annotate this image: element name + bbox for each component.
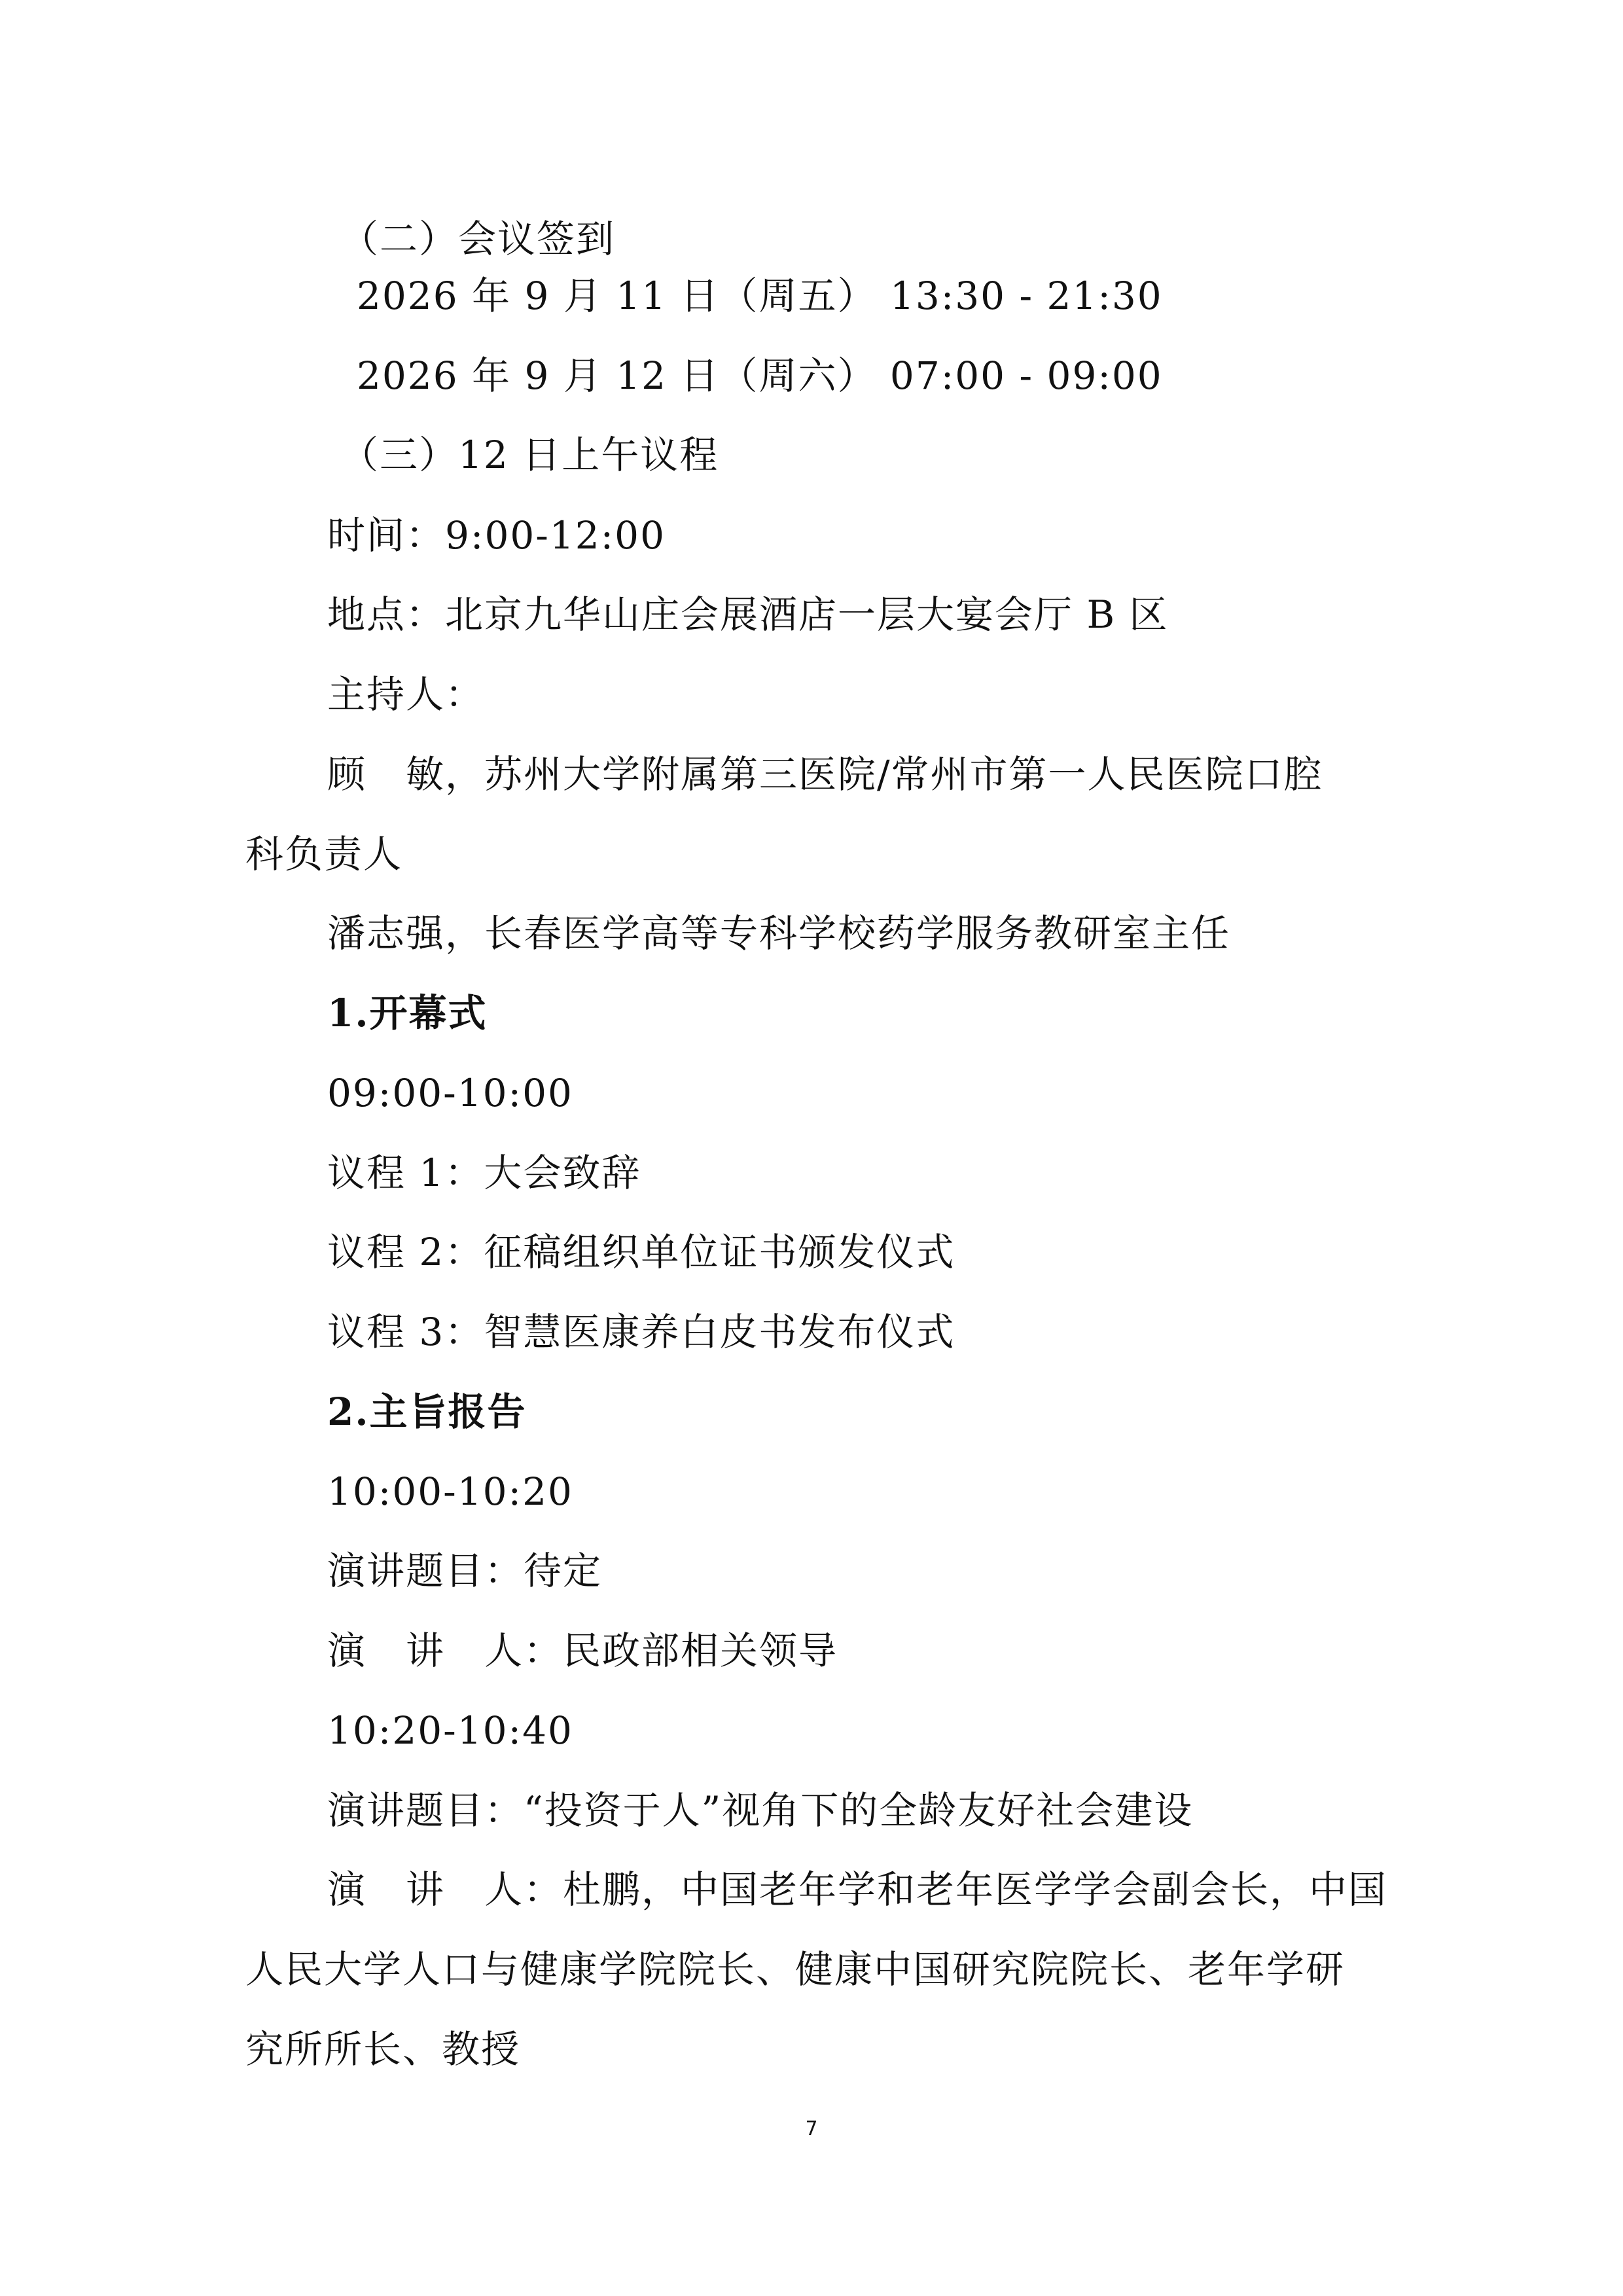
agenda-location: 地点：北京九华山庄会展酒店一层大宴会厅 B 区 bbox=[327, 592, 1169, 637]
opening-item1: 议程 1：大会致辞 bbox=[327, 1151, 641, 1195]
opening-item3: 议程 3：智慧医康养白皮书发布仪式 bbox=[327, 1310, 955, 1354]
opening-item2: 议程 2：征稿组织单位证书颁发仪式 bbox=[327, 1230, 955, 1274]
host-label: 主持人： bbox=[327, 672, 485, 717]
keynote-slot1-time: 10:00-10:20 bbox=[327, 1469, 573, 1514]
keynote-slot2-speaker-line1: 演 讲 人：杜鹏，中国老年学和老年医学学会副会长，中国 bbox=[327, 1867, 1388, 1912]
checkin-heading: （二）会议签到 bbox=[340, 217, 616, 261]
opening-heading: 1.开幕式 bbox=[327, 991, 488, 1035]
checkin-day2: 2026 年 9 月 12 日（周六） 07:00 - 09:00 bbox=[357, 353, 1163, 398]
keynote-slot2-speaker-line2: 人民大学人口与健康学院院长、健康中国研究院院长、老年学研 bbox=[245, 1947, 1346, 1992]
opening-time: 09:00-10:00 bbox=[327, 1071, 573, 1115]
host1-line2: 科负责人 bbox=[245, 832, 403, 876]
keynote-heading: 2.主旨报告 bbox=[327, 1390, 527, 1434]
checkin-day1: 2026 年 9 月 11 日（周五） 13:30 - 21:30 bbox=[357, 274, 1163, 318]
keynote-slot1-topic: 演讲题目：待定 bbox=[327, 1549, 603, 1593]
page-number: 7 bbox=[805, 2117, 818, 2140]
keynote-slot2-topic: 演讲题目：“投资于人”视角下的全龄友好社会建设 bbox=[327, 1788, 1194, 1833]
host2: 潘志强，长春医学高等专科学校药学服务教研室主任 bbox=[327, 911, 1231, 956]
morning-agenda-heading: （三）12 日上午议程 bbox=[340, 433, 719, 477]
agenda-time: 时间：9:00-12:00 bbox=[327, 513, 666, 558]
host1-line1: 顾 敏，苏州大学附属第三医院/常州市第一人民医院口腔 bbox=[327, 752, 1323, 797]
keynote-slot2-time: 10:20-10:40 bbox=[327, 1708, 573, 1753]
keynote-slot2-speaker-line3: 究所所长、教授 bbox=[245, 2027, 521, 2072]
keynote-slot1-speaker: 演 讲 人：民政部相关领导 bbox=[327, 1628, 838, 1673]
